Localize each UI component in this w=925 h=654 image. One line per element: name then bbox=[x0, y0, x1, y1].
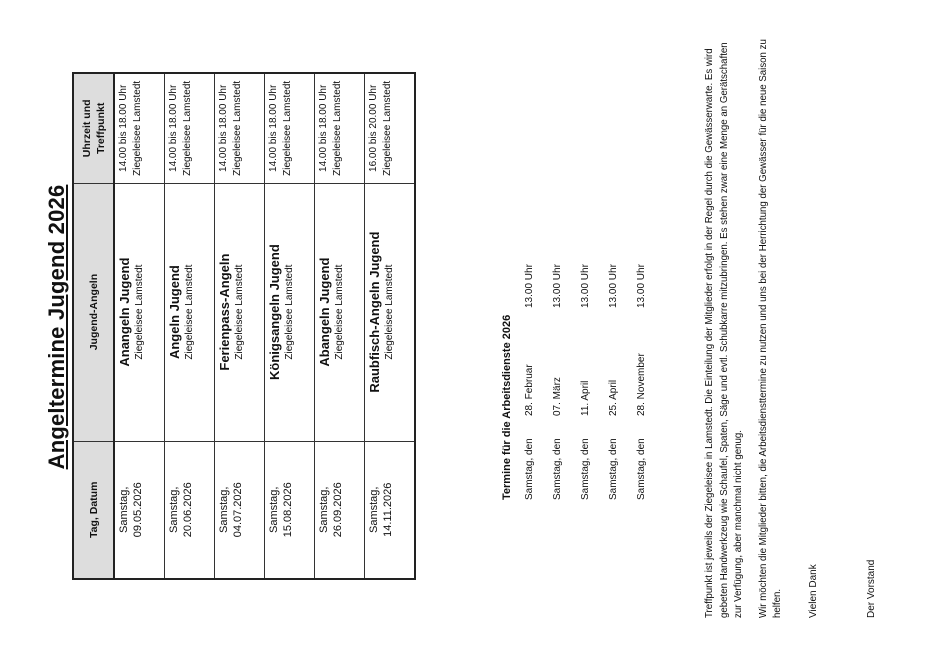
table-row bbox=[265, 73, 315, 579]
work-day: Samstag, den bbox=[636, 438, 647, 500]
table-row bbox=[114, 73, 165, 579]
work-date: 11. April bbox=[580, 380, 591, 416]
row-meet: Ziegeleisee Lamstedt bbox=[382, 80, 393, 176]
work-time: 13.00 Uhr bbox=[608, 264, 619, 308]
thanks-text: Vielen Dank bbox=[808, 564, 819, 618]
row-event: Raubfisch-Angeln Jugend bbox=[367, 231, 382, 393]
row-event: Königsangeln Jugend bbox=[267, 244, 282, 380]
list-item bbox=[628, 264, 656, 500]
header-time: Uhrzeit und Treffpunkt bbox=[73, 73, 114, 183]
row-time: 14.00 bis 18.00 Uhr bbox=[318, 84, 329, 172]
row-meet: Ziegeleisee Lamstedt bbox=[282, 80, 293, 176]
header-date: Tag, Datum bbox=[73, 441, 114, 579]
row-event: Ferienpass-Angeln bbox=[217, 253, 232, 371]
row-time: 16.00 bis 20.00 Uhr bbox=[368, 84, 379, 172]
table-header-row bbox=[73, 73, 114, 579]
page-title: Angeltermine Jugend 2026 bbox=[44, 184, 69, 470]
list-item bbox=[516, 264, 544, 500]
row-event: Angeln Jugend bbox=[167, 265, 182, 360]
row-time: 14.00 bis 18.00 Uhr bbox=[118, 84, 129, 172]
list-item bbox=[600, 264, 628, 500]
row-event: Anangeln Jugend bbox=[117, 257, 132, 367]
signature-text: Der Vorstand bbox=[866, 559, 877, 618]
info-text bbox=[703, 38, 796, 618]
work-day: Samstag, den bbox=[552, 438, 563, 500]
row-date: 15.08.2026 bbox=[282, 482, 294, 538]
work-date: 07. März bbox=[552, 377, 563, 416]
row-time: 14.00 bis 18.00 Uhr bbox=[268, 84, 279, 172]
row-place: Ziegeleisee Lamstedt bbox=[384, 264, 395, 360]
list-item bbox=[544, 264, 572, 500]
row-date: 09.05.2026 bbox=[132, 482, 144, 538]
row-meet: Ziegeleisee Lamstedt bbox=[232, 80, 243, 176]
work-date: 28. November bbox=[636, 353, 647, 416]
row-place: Ziegeleisee Lamstedt bbox=[184, 264, 195, 360]
work-time: 13.00 Uhr bbox=[552, 264, 563, 308]
row-time: 14.00 bis 18.00 Uhr bbox=[218, 84, 229, 172]
row-place: Ziegeleisee Lamstedt bbox=[234, 264, 245, 360]
row-date: 14.11.2026 bbox=[382, 482, 394, 537]
work-day: Samstag, den bbox=[608, 438, 619, 500]
row-meet: Ziegeleisee Lamstedt bbox=[182, 80, 193, 176]
work-date: 28. Februar bbox=[524, 364, 535, 416]
work-time: 13.00 Uhr bbox=[636, 264, 647, 308]
table-row bbox=[165, 73, 215, 579]
work-day: Samstag, den bbox=[580, 438, 591, 500]
row-date: 26.09.2026 bbox=[332, 482, 344, 538]
table-row bbox=[315, 73, 365, 579]
row-place: Ziegeleisee Lamstedt bbox=[334, 264, 345, 360]
row-day: Samstag, bbox=[168, 486, 180, 533]
info-paragraph-1: Treffpunkt ist jeweils der Ziegeleisee in Lamstedt. Die Einteilung der Mitglieder erfolgt in der Regel durch die Gewässerwarte. Es wird gebeten Handwerkzeug wie Schaufel, Spaten, Säge und evtl. Schubkarre mitzubringen. Es stehen zwar eine Menge an Gerätschaften zur Verfügung, aber manchmal nicht genug. bbox=[704, 42, 745, 618]
work-time: 13.00 Uhr bbox=[524, 264, 535, 308]
work-time: 13.00 Uhr bbox=[580, 264, 591, 308]
row-meet: Ziegeleisee Lamstedt bbox=[132, 80, 143, 176]
row-place: Ziegeleisee Lamstedt bbox=[134, 264, 145, 360]
row-date: 20.06.2026 bbox=[182, 482, 194, 538]
table-row bbox=[215, 73, 265, 579]
row-day: Samstag, bbox=[268, 486, 280, 533]
work-duty-heading: Termine für die Arbeitsdienste 2026 bbox=[501, 314, 513, 500]
row-date: 04.07.2026 bbox=[232, 482, 244, 538]
row-time: 14.00 bis 18.00 Uhr bbox=[168, 84, 179, 172]
row-day: Samstag, bbox=[218, 486, 230, 533]
row-day: Samstag, bbox=[368, 486, 380, 533]
list-item bbox=[572, 264, 600, 500]
work-day: Samstag, den bbox=[524, 438, 535, 500]
work-date: 25. April bbox=[608, 379, 619, 416]
table-row bbox=[365, 73, 416, 579]
info-paragraph-2: Wir möchten die Mitglieder bitten, die Arbeitsdiensttermine zu nutzen und uns bei der Herrichtung der Gewässer für die neue Saison zu helfen. bbox=[757, 39, 784, 618]
header-event: Jugend-Angeln bbox=[73, 183, 114, 441]
work-duty-section bbox=[500, 264, 656, 500]
row-place: Ziegeleisee Lamstedt bbox=[284, 264, 295, 360]
row-day: Samstag, bbox=[318, 486, 330, 533]
schedule-table bbox=[72, 72, 416, 580]
row-event: Abangeln Jugend bbox=[317, 257, 332, 367]
row-meet: Ziegeleisee Lamstedt bbox=[332, 80, 343, 176]
row-day: Samstag, bbox=[118, 486, 130, 533]
